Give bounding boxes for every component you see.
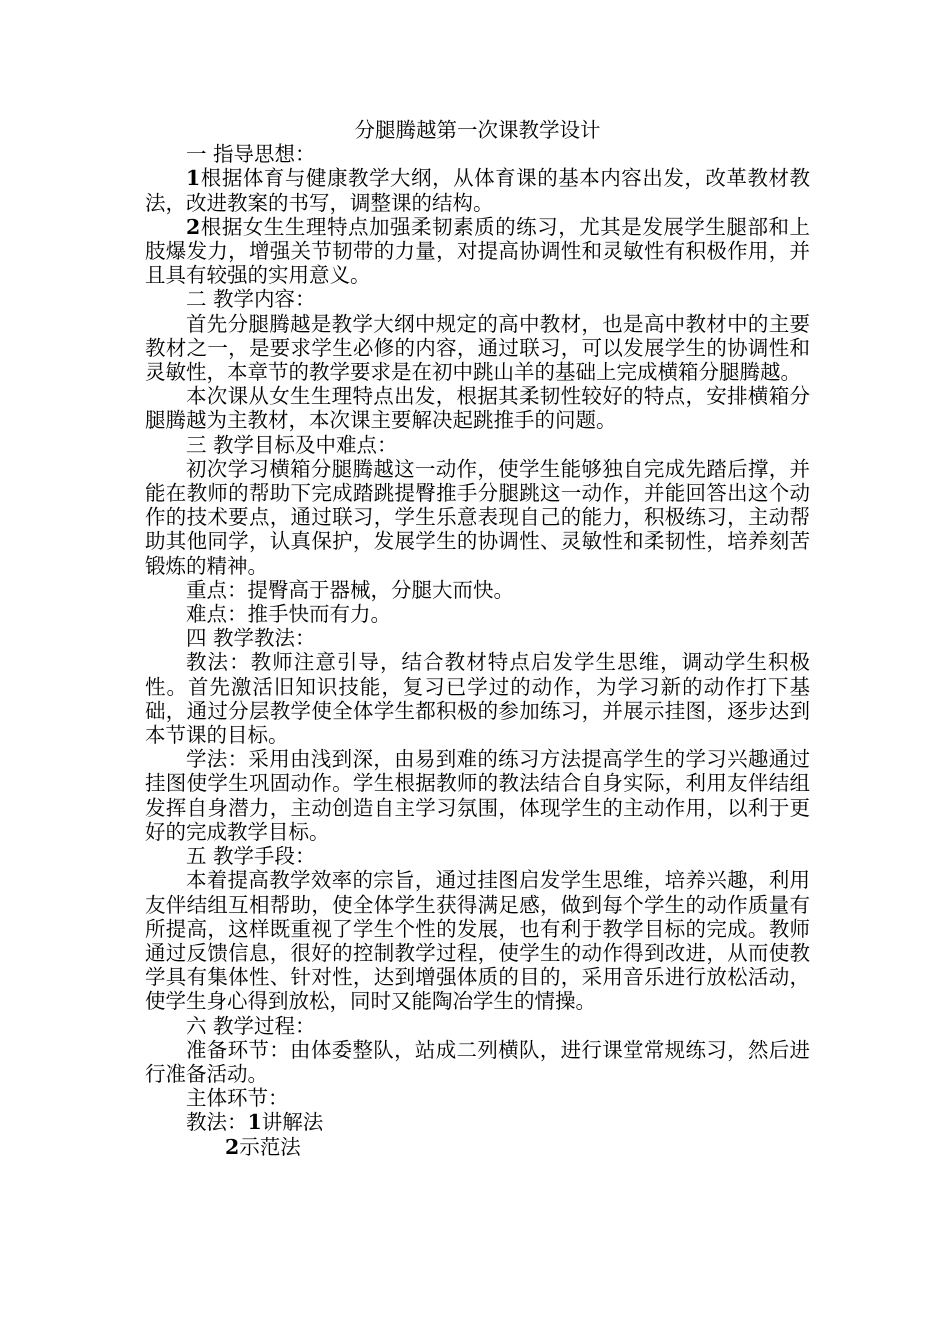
section-heading-4: 四 教学教法：	[186, 626, 316, 651]
paragraph-3-1: 初次学习横箱分腿腾越这一动作，使学生能够独自完成先踏后撑，并能在教师的帮助下完成踏跳提臀推手分腿跳这一动作，并能回答出这个动作的技术要点，通过联习，学生乐意表现自己的能力，积极练习，主动帮助其他同学，认真保护，发展学生的协调性、灵敏性和柔韧性，培养刻苦锻炼的精神。	[145, 456, 810, 578]
document-body	[145, 118, 810, 1159]
paragraph-1-1	[145, 166, 810, 214]
section-heading-6: 六 教学过程：	[186, 1013, 316, 1038]
method-text: 讲解法	[261, 1110, 324, 1135]
section-heading-1: 一 指导思想：	[186, 142, 316, 167]
paragraph-2-2: 本次课从女生生理特点出发，根据其柔韧性较好的特点，安排横箱分腿腾越为主教材，本次课主要解决起跳推手的问题。	[145, 384, 810, 433]
method-item-1	[145, 1110, 810, 1134]
paragraph-6-1: 准备环节：由体委整队，站成二列横队，进行课堂常规练习，然后进行准备活动。	[145, 1037, 810, 1086]
item-number: 1	[247, 1110, 262, 1135]
difficult-point: 难点：推手快而有力。	[186, 602, 391, 627]
section-heading-3: 三 教学目标及中难点：	[186, 432, 398, 457]
paragraph-2-1: 首先分腿腾越是教学大纲中规定的高中教材，也是高中教材中的主要教材之一，是要求学生必修的内容，通过联习，可以发展学生的协调性和灵敏性，本章节的教学要求是在初中跳山羊的基础上完成横箱分腿腾越。	[145, 311, 810, 385]
document-title: 分腿腾越第一次课教学设计	[354, 118, 601, 142]
method-text: 示范法	[239, 1134, 301, 1159]
item-number: 2	[225, 1134, 240, 1159]
paragraph-4-2: 学法：采用由浅到深，由易到难的练习方法提高学生的学习兴趣通过挂图使学生巩固动作。学生根据教师的教法结合自身实际，利用友伴结组发挥自身潜力，主动创造自主学习氛围，体现学生的主动作用，以利于更好的完成教学目标。	[145, 747, 810, 844]
item-number: 1	[186, 166, 201, 191]
paragraph-4-1: 教法：教师注意引导，结合教材特点启发学生思维，调动学生积极性。首先激活旧知识技能，复习已学过的动作，为学习新的动作打下基础，通过分层教学使全体学生都积极的参加练习，并展示挂图，逐步达到本节课的目标。	[145, 650, 810, 748]
paragraph-text: 根据女生生理特点加强柔韧素质的练习，尤其是发展学生腿部和上肢爆发力，增强关节韧带的力量，对提高协调性和灵敏性有积极作用，并且具有较强的实用意义。	[145, 214, 810, 288]
section-heading-2: 二 教学内容：	[186, 287, 316, 312]
paragraph-5-1: 本着提高教学效率的宗旨，通过挂图启发学生思维，培养兴趣，利用友伴结组互相帮助，使全体学生获得满足感，做到每个学生的动作质量有所提高，这样既重视了学生个性的发展，也有利于教学目标的完成。教师通过反馈信息，很好的控制教学过程，使学生的动作得到改进，从而使教学具有集体性、针对性，达到增强体质的目的，采用音乐进行放松活动，使学生身心得到放松，同时又能陶冶学生的情操。	[145, 868, 810, 1014]
paragraph-1-2	[145, 215, 810, 288]
item-number: 2	[186, 214, 201, 239]
method-label: 教法：	[186, 1110, 248, 1135]
method-item-2	[145, 1135, 810, 1159]
main-stage-label: 主体环节：	[186, 1086, 289, 1111]
paragraph-text: 根据体育与健康教学大纲，从体育课的基本内容出发，改革教材教法，改进教案的书写，调整课的结构。	[145, 166, 810, 215]
section-heading-5: 五 教学手段：	[186, 844, 316, 869]
key-point: 重点：提臀高于器械，分腿大而快。	[186, 577, 514, 602]
